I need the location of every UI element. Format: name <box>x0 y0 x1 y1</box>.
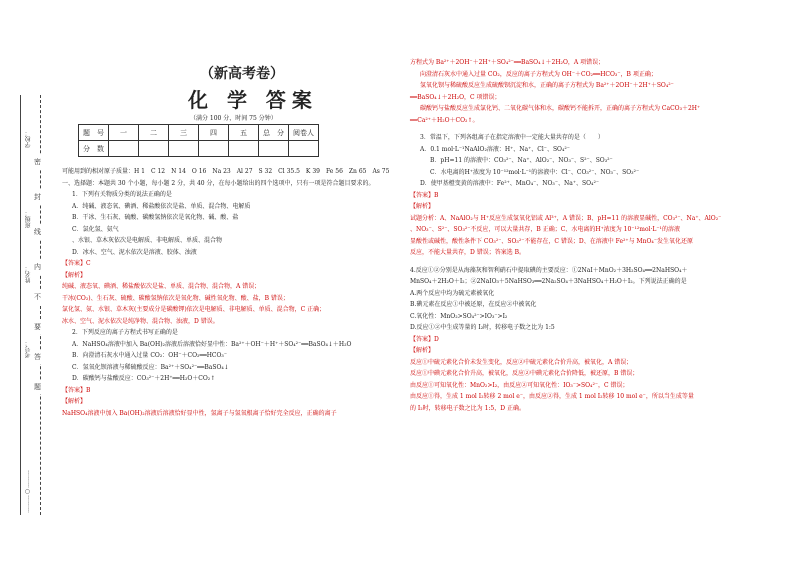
answer-label: 【答案】C <box>62 260 91 267</box>
option-b: B.碘元素在反应①中被还原，在反应②中被氧化 <box>410 301 537 308</box>
seal-char: 密 <box>34 155 41 169</box>
option-d: D.反应①②中生成等量的 I₂时，转移电子数之比为 1:5 <box>410 324 555 331</box>
analysis-text: 反应①中碘元素化合价升高，被氧化，反应②中碘元素化合价降低，被还原，B 错误； <box>410 370 639 377</box>
analysis-text: 试题分析：A、NaAlO₂与 H⁺反应生成氢氧化铝或 Al³⁺，A 错误；B、pH=11 的溶液显碱性，CO₃²⁻、Na⁺、AlO₂⁻ <box>410 214 722 222</box>
gutter-line-outer <box>20 95 21 515</box>
answer-label: 【答案】B <box>62 386 91 394</box>
analysis-text: 反应，不能大量共存，D 错误；答案选 B。 <box>410 249 526 256</box>
seal-char: 不 <box>34 290 41 304</box>
analysis-text: NaHSO₄溶液中加入 Ba(OH)₂溶液后溶液恰好显中性，氢离子与氢氧根离子恰好完全反应，正确的离子 <box>62 409 337 417</box>
score-value-row <box>79 141 319 157</box>
analysis-text: 由反应①得，生成 1 mol I₂转移 2 mol e⁻，由反应②得，生成 1 mol I₂转移 10 mol e⁻，所以当生成等量 <box>410 393 694 400</box>
score-cell[interactable] <box>169 141 199 157</box>
option-a: A.两个反应中均为硫元素被氧化 <box>410 289 495 297</box>
analysis-text: 纯碱、液态氧、碘酒、稀盐酸依次是盐、单质、混合物、混合物，A 错误； <box>62 283 261 290</box>
exam-info: （满分 100 分，时间 75 分钟） <box>190 115 277 122</box>
gutter-label-number: 考号： <box>25 340 32 358</box>
option-c: C．氯化氢、氨气 <box>72 225 119 233</box>
option-c: C.氧化性：MnO₂>SO₄²⁻>IO₃⁻>I₂ <box>410 312 508 320</box>
score-cell[interactable] <box>289 141 319 157</box>
analysis-text: 冰水、空气、泥水依次是纯净物、混合物、浊液，D 错误。 <box>62 317 219 325</box>
seal-char: 封 <box>34 190 41 204</box>
analysis-text: 的 I₂时，转移电子数之比为 1:5，D 正确。 <box>410 404 525 412</box>
option-c: C．水电离的H⁺浓度为 10⁻¹²mol·L⁻¹的溶液中：Cl⁻、CO₃²⁻、NO₃⁻、SO₃²⁻ <box>430 168 640 176</box>
analysis-text: 反应①中硫元素化合价未发生变化，反应②中硫元素化合价升高，被氧化，A 错误； <box>410 358 633 366</box>
analysis-text: 由反应①可知氧化性：MnO₂>I₂，由反应②可知氧化性：IO₃⁻>SO₄²⁻，C 错误； <box>410 381 629 389</box>
seal-char: 答 <box>34 350 41 364</box>
question-4-cont: MnSO₄＋2H₂O＋I₂；②2NaIO₃＋5NaHSO₃══2Na₂SO₄＋3NaHSO₄＋H₂O＋I₂。下列说法正确的是 <box>410 278 687 285</box>
option-a: A．0.1 mol·L⁻¹NaAlO₂溶液：H⁺、Na⁺、Cl⁻、SO₄²⁻ <box>420 145 570 153</box>
gutter-label-school: 学校： <box>25 130 32 148</box>
left-column <box>62 166 402 419</box>
analysis-label: 【解析】 <box>62 398 87 405</box>
question-4: 4.反应①②分别是从海藻灰和智利硝石中提取碘的主要反应：①2NaI＋MnO₂＋3H₂SO₄══2NaHSO₄＋ <box>410 266 688 274</box>
score-cell: 一 <box>109 125 139 141</box>
analysis-text: 向澄清石灰水中通入过量 CO₂，反应的离子方程式为 OH⁻＋CO₂══HCO₃⁻，B 项正确； <box>420 70 657 78</box>
score-cell[interactable] <box>199 141 229 157</box>
analysis-text: 干冰(CO₂)、生石灰、硫酸、碳酸氢钠依次是氧化物、碱性氧化物、酸、盐，B 错误； <box>62 294 289 302</box>
gutter-label-name: 姓名： <box>25 265 32 283</box>
option-b: B．向澄清石灰水中通入过量 CO₂：OH⁻＋CO₂══HCO₃⁻ <box>72 352 228 359</box>
score-cell: 二 <box>139 125 169 141</box>
section-instruction: 一、选择题：本题共 30 个小题，每小题 2 分，共 40 分，在每小题给出的四个选项中，只有一项是符合题目要求的。 <box>62 179 375 187</box>
score-cell[interactable] <box>229 141 259 157</box>
analysis-text: 氢氧化钡与稀硫酸反应生成硫酸钡沉淀和水，正确的离子方程式为 Ba²⁺＋2OH⁻＋2H⁺＋SO₄²⁻ <box>420 82 674 89</box>
score-cell: 分 数 <box>79 141 109 157</box>
analysis-text: ══BaSO₄↓＋2H₂O，C 项错误； <box>410 93 501 101</box>
question-1: 1．下列有关物质分类的说法正确的是 <box>72 191 172 198</box>
option-d: D．使甲基橙变黄的溶液中：Fe²⁺、MnO₄⁻、NO₃⁻、Na⁺、SO₄²⁻ <box>420 180 600 187</box>
question-3: 3．常温下，下列各组离子在指定溶液中一定能大量共存的是（ ） <box>420 134 604 141</box>
right-column <box>410 57 775 414</box>
analysis-text: 方程式为 Ba²⁺＋2OH⁻＋2H⁺＋SO₄²⁻══BaSO₄↓＋2H₂O，A 项错误； <box>410 59 605 66</box>
analysis-text: 碳酸钙与盐酸反应生成氯化钙、二氧化碳气体和水，碳酸钙不能拆开，正确的离子方程式为 CaCO₃＋2H⁺ <box>420 105 701 112</box>
answer-label: 【答案】B <box>410 191 439 199</box>
score-cell[interactable] <box>259 141 289 157</box>
option-b: B．pH=11 的溶液中：CO₃²⁻、Na⁺、AlO₂⁻、NO₃⁻、S²⁻、SO₃²⁻ <box>430 157 613 164</box>
analysis-label: 【解析】 <box>62 271 87 279</box>
score-table <box>78 124 319 157</box>
score-cell[interactable] <box>139 141 169 157</box>
analysis-label: 【解析】 <box>410 347 435 354</box>
seal-char: 要 <box>34 320 41 334</box>
option-b: B．干冰、生石灰、硫酸、碳酸氢钠依次是氧化物、碱、酸、盐 <box>72 214 239 221</box>
analysis-text: 氯化氢、氨、水银、草木灰(主要成分是碳酸钾)依次是电解质、非电解质、单质、混合物，C 正确； <box>62 306 326 313</box>
option-a: A．NaHSO₄溶液中加入 Ba(OH)₂溶液后溶液恰好显中性：Ba²⁺＋OH⁻＋H⁺＋SO₄²⁻══BaSO₄↓＋H₂O <box>72 340 352 348</box>
score-cell: 阅卷人 <box>289 125 319 141</box>
option-c: C．氢氧化钡溶液与稀硫酸反应：Ba²⁺＋SO₄²⁻══BaSO₄↓ <box>72 363 229 371</box>
atomic-mass-line: 可能用到的相对原子质量：H 1 C 12 N 14 O 16 Na 23 Al 27 S 32 Cl 35.5 K 39 Fe 56 Zn 65 As 75 <box>62 168 390 175</box>
page-title: 化 学 答案 <box>188 88 318 112</box>
gutter-seal-note: ………○……… <box>24 470 31 513</box>
score-header-row <box>79 125 319 141</box>
seal-char: 内 <box>34 260 41 274</box>
score-cell: 题 号 <box>79 125 109 141</box>
analysis-text: 、NO₃⁻、S²⁻、SO₃²⁻不反应，可以大量共存，B 正确；C、水电离的H⁺浓度为 10⁻¹²mol·L⁻¹的溶液 <box>410 226 680 233</box>
score-cell: 四 <box>199 125 229 141</box>
gutter-label-class: 班级： <box>25 210 32 228</box>
analysis-label: 【解析】 <box>410 203 435 210</box>
option-d: D．碳酸钙与盐酸反应：CO₃²⁻＋2H⁺══H₂O＋CO₂↑ <box>72 375 216 382</box>
answer-label: 【答案】D <box>410 335 439 343</box>
analysis-text: ══Ca²⁺＋H₂O＋CO₂↑。 <box>410 116 479 124</box>
score-cell: 五 <box>229 125 259 141</box>
analysis-text: 显酸性或碱性，酸性条件下 CO₃²⁻、SO₃²⁻不能存在，C 错误；D、在溶液中 Fe²⁺与 MnO₄⁻发生氧化还原 <box>410 237 693 245</box>
seal-char: 线 <box>34 225 41 239</box>
exam-tag: （新高考卷） <box>200 66 284 82</box>
option-a: A．纯碱、液态氧、碘酒、稀盐酸依次是盐、单质、混合物、电解质 <box>72 202 251 210</box>
option-c-cont: 、水银、草木灰依次是电解质、非电解质、单质、混合物 <box>72 237 223 244</box>
seal-char: 题 <box>34 380 41 394</box>
option-d: D．冰水、空气、泥水依次是溶液、胶体、浊液 <box>72 248 197 256</box>
score-cell: 总 分 <box>259 125 289 141</box>
score-cell[interactable] <box>109 141 139 157</box>
question-2: 2．下列反应的离子方程式书写正确的是 <box>72 329 178 336</box>
score-cell: 三 <box>169 125 199 141</box>
